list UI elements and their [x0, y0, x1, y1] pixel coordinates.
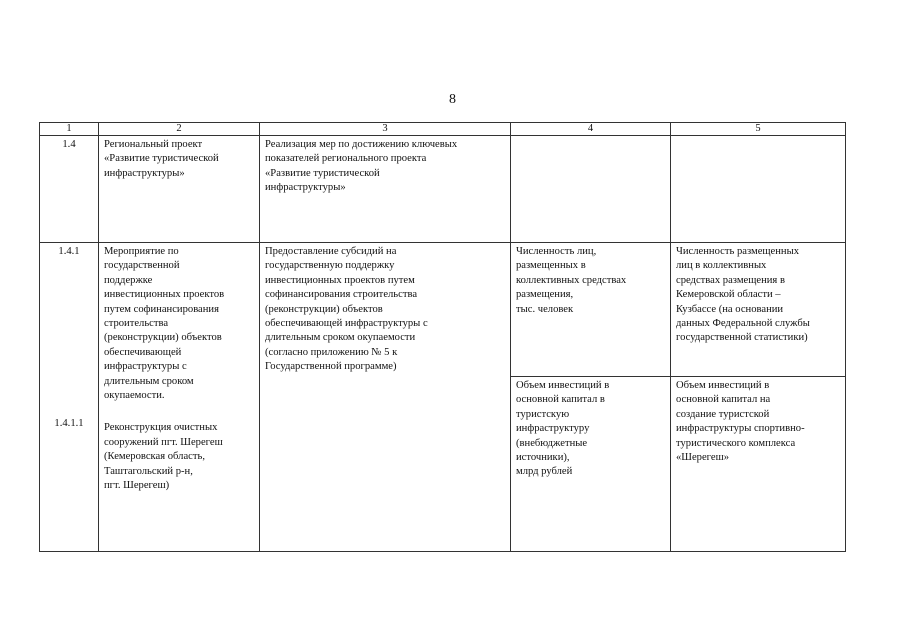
event-name: Мероприятие по государственной поддержке инвестиционных проектов путем софинансирования строительства (реконструкции) объектов обеспечивающей инфраструктуры с длительным сроком окупаемости.: [104, 246, 225, 402]
project-name: Региональный проект «Развитие туристической инфраструктуры»: [99, 136, 260, 243]
source-persons: Численность размещенных лиц в коллективных средствах размещения в Кемеровской области – Кузбассе (на основании данных Федеральной службы государственной статистики): [671, 243, 846, 377]
program-table: [39, 122, 846, 552]
sub-event-name: Реконструкция очистных сооружений пгт. Шерегеш (Кемеровская область, Таштагольский р-н, пгт. Шерегеш): [104, 422, 223, 492]
source-cell: [671, 136, 846, 243]
indicator-persons: Численность лиц, размещенных в коллективных средствах размещения, тыс. человек: [511, 243, 671, 377]
measure-text: Реализация мер по достижению ключевых показателей регионального проекта «Развитие туристической инфраструктуры»: [260, 136, 511, 243]
indicator-cell: [511, 136, 671, 243]
header-row: [40, 123, 846, 136]
header-col-5: 5: [671, 123, 846, 136]
table-row: [40, 243, 846, 377]
row-number: 1.4.1: [58, 246, 80, 257]
header-col-1: 1: [40, 123, 99, 136]
source-investments: Объем инвестиций в основной капитал на создание туристской инфраструктуры спортивно- туристического комплекса «Шерегеш»: [671, 377, 846, 552]
indicator-investments: Объем инвестиций в основной капитал в туристскую инфраструктуру (внебюджетные источники), млрд рублей: [511, 377, 671, 552]
row-number-cell: [40, 243, 99, 552]
event-name-cell: [99, 243, 260, 552]
header-col-3: 3: [260, 123, 511, 136]
measure-text: Предоставление субсидий на государственную поддержку инвестиционных проектов путем софинансирования строительства (реконструкции) объектов обеспечивающей инфраструктуры с длительным сроком окупаемости (согласно приложению № 5 к Государственной программе): [260, 243, 511, 552]
header-col-2: 2: [99, 123, 260, 136]
sub-row-number: 1.4.1.1: [54, 418, 84, 430]
row-number: 1.4: [40, 136, 99, 243]
page-number: 8: [449, 92, 456, 107]
header-col-4: 4: [511, 123, 671, 136]
table-row: [40, 136, 846, 243]
